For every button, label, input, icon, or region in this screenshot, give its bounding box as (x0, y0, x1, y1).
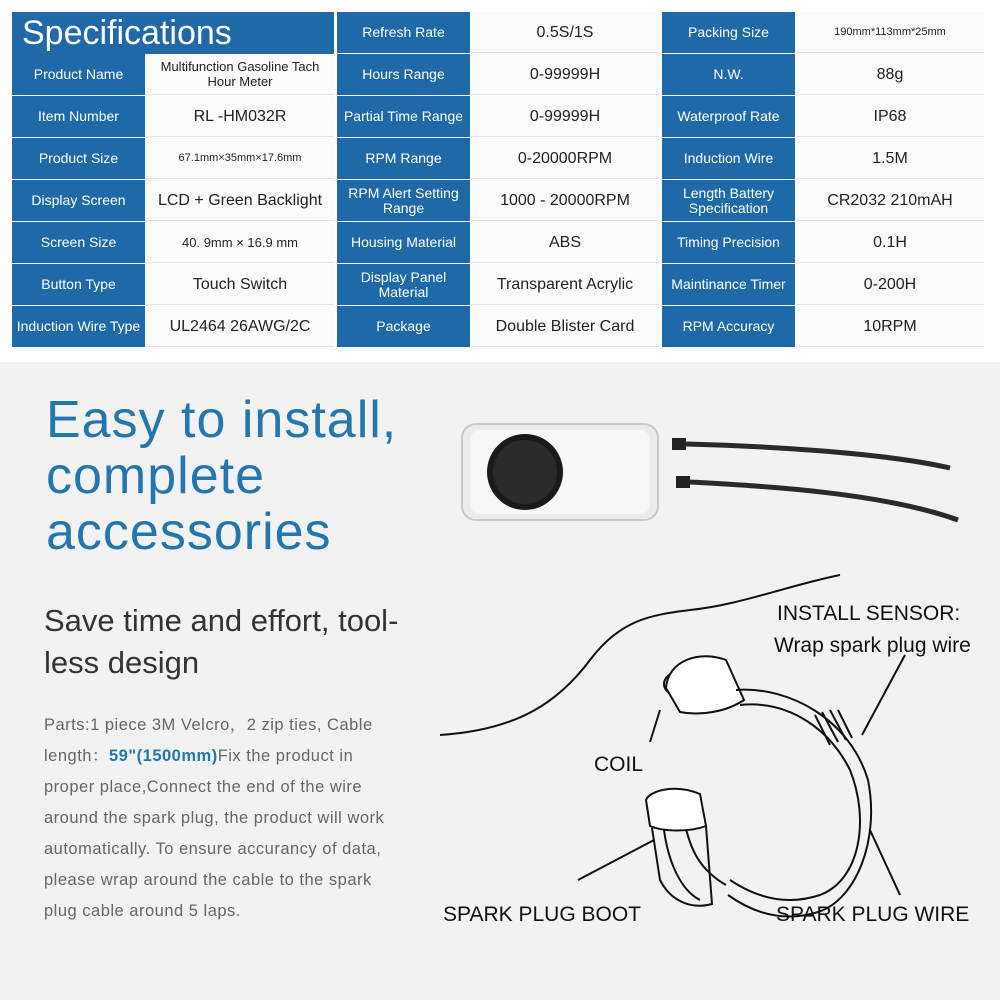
spec-label: Induction Wire (662, 138, 795, 179)
spec-value: 0-99999H (471, 96, 659, 137)
spec-label: Product Name (12, 54, 145, 95)
spec-value: 0-99999H (471, 54, 659, 95)
spec-label: Induction Wire Type (12, 306, 145, 347)
spec-value: 0-200H (796, 264, 984, 305)
install-subheading: Save time and effort, tool-less design (44, 603, 399, 680)
spec-value: 10RPM (796, 306, 984, 347)
spec-label: Housing Material (337, 222, 470, 263)
spec-value: 1000 - 20000RPM (471, 180, 659, 221)
coil-label: COIL (594, 753, 644, 776)
spec-label: Refresh Rate (337, 12, 470, 53)
spec-label: Hours Range (337, 54, 470, 95)
spec-value: Transparent Acrylic (471, 264, 659, 305)
spec-label: Item Number (12, 96, 145, 137)
spec-value: 40. 9mm × 16.9 mm (146, 222, 334, 263)
spec-value: UL2464 26AWG/2C (146, 306, 334, 347)
spec-value: 0.5S/1S (471, 12, 659, 53)
spec-label: Timing Precision (662, 222, 795, 263)
spark-plug-diagram (440, 575, 905, 917)
spec-label: N.W. (662, 54, 795, 95)
specifications-title: Specifications (12, 12, 334, 54)
spec-label: Package (337, 306, 470, 347)
spec-label: Button Type (12, 264, 145, 305)
spec-label: Display Screen (12, 180, 145, 221)
cable-length-highlight: 59"(1500mm) (108, 747, 218, 765)
spec-label: Packing Size (662, 12, 795, 53)
spec-value: ABS (471, 222, 659, 263)
spec-value: 190mm*113mm*25mm (796, 12, 984, 53)
spec-label: RPM Alert Setting Range (337, 180, 470, 221)
install-sensor-label: INSTALL SENSOR: (777, 602, 961, 625)
install-heading: Easy to install, complete accessories (46, 391, 398, 561)
spec-value: 67.1mm×35mm×17.6mm (146, 138, 334, 179)
spec-label: Screen Size (12, 222, 145, 263)
spec-label: Partial Time Range (337, 96, 470, 137)
spec-value: Double Blister Card (471, 306, 659, 347)
spec-label: Waterproof Rate (662, 96, 795, 137)
spark-plug-boot-label: SPARK PLUG BOOT (443, 903, 641, 926)
spec-value: 0-20000RPM (471, 138, 659, 179)
spec-value: Multifunction Gasoline Tach Hour Meter (146, 54, 334, 95)
spec-value: LCD + Green Backlight (146, 180, 334, 221)
description-text: Parts:1 piece 3M Velcro，2 zip ties, Cable length： (44, 716, 373, 765)
spec-label: Maintinance Timer (662, 264, 795, 305)
spark-plug-wire-label: SPARK PLUG WIRE (776, 903, 970, 926)
spec-label: Display Panel Material (337, 264, 470, 305)
spec-value: CR2032 210mAH (796, 180, 984, 221)
spec-value: 1.5M (796, 138, 984, 179)
zip-ties-image (672, 438, 958, 520)
wrap-wire-label: Wrap spark plug wire (774, 634, 971, 657)
spec-label: Product Size (12, 138, 145, 179)
description-text: Fix the product in proper place,Connect the end of the wire around the spark plug, the product will work automatically. To ensure accurancy of data, please wrap around the cable to the spark plug cable around 5 laps. (44, 747, 385, 920)
spec-label: RPM Range (337, 138, 470, 179)
spec-value: Touch Switch (146, 264, 334, 305)
spec-value: RL -HM032R (146, 96, 334, 137)
spec-value: 0.1H (796, 222, 984, 263)
spec-value: IP68 (796, 96, 984, 137)
spec-value: 88g (796, 54, 984, 95)
velcro-pad-image (462, 424, 658, 520)
spec-label: Length Battery Specification (662, 180, 795, 221)
spec-label: RPM Accuracy (662, 306, 795, 347)
